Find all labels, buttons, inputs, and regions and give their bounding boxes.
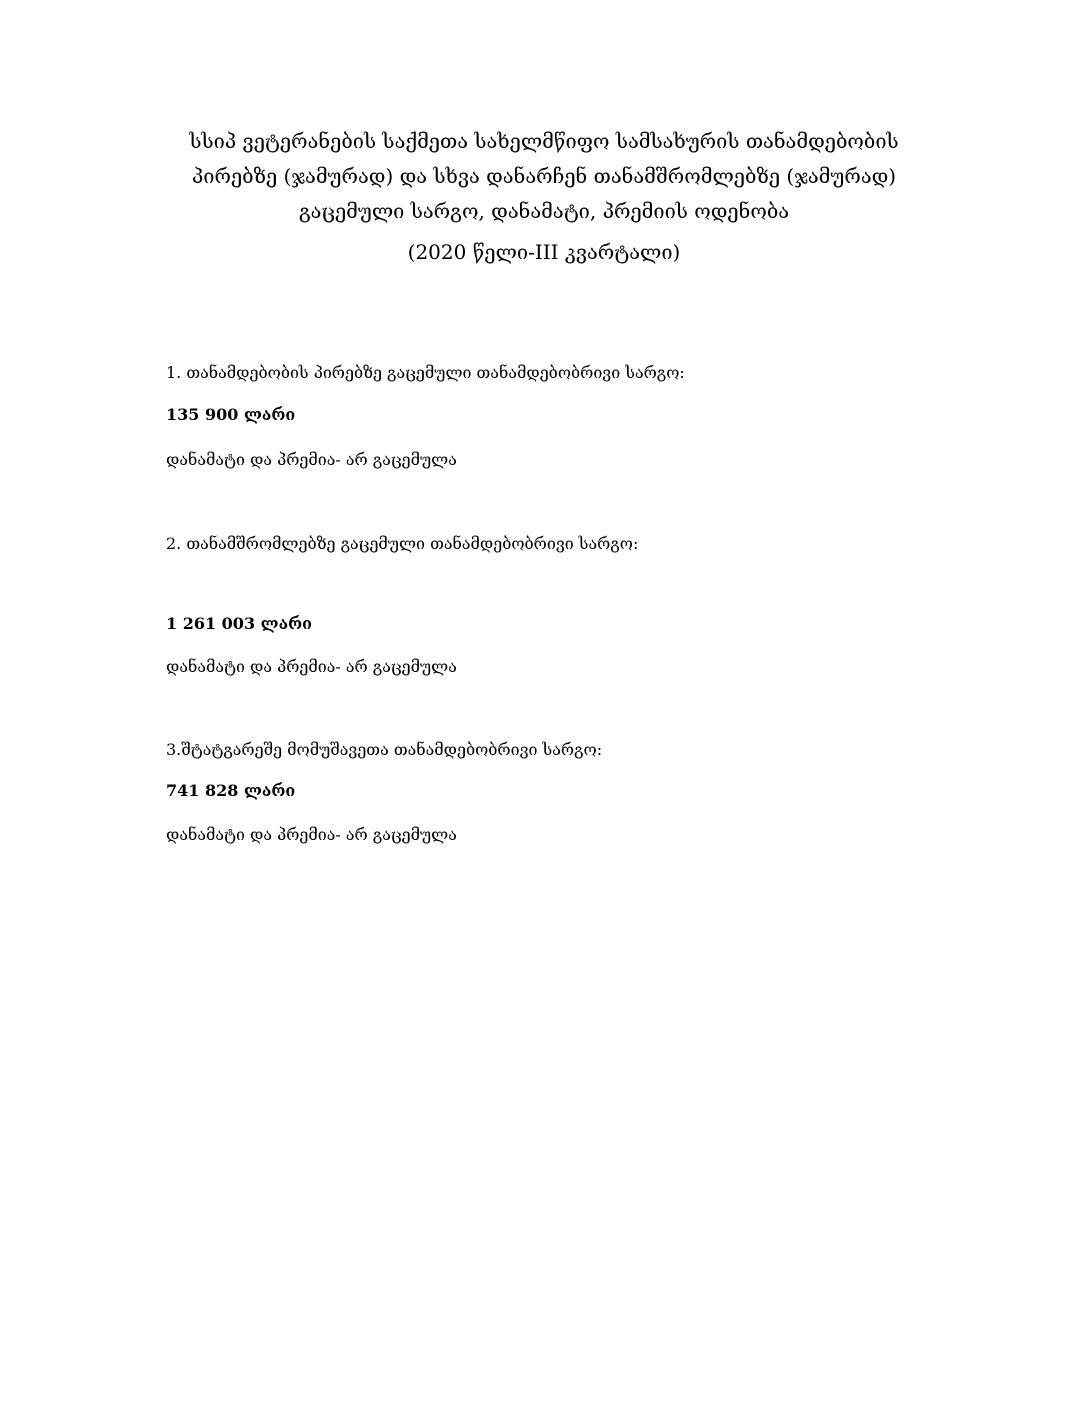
section-3-amount: 741 828 ლარი <box>166 781 296 800</box>
section-2-amount: 1 261 003 ლარი <box>166 614 312 633</box>
section-2-heading: 2. თანამშრომლებზე გაცემული თანამდებობრივი სარგო: <box>166 534 639 553</box>
title-line-1: სსიპ ვეტერანების საქმეთა სახელმწიფო სამსახურის თანამდებობის <box>189 129 899 153</box>
reporting-period: (2020 წელი-III კვარტალი) <box>407 240 681 264</box>
title-line-3: გაცემული სარგო, დანამატი, პრემიის ოდენობა <box>298 199 790 223</box>
section-3-heading: 3.შტატგარეშე მომუშავეთა თანამდებობრივი სარგო: <box>166 740 603 759</box>
section-2-note: დანამატი და პრემია- არ გაცემულა <box>166 657 457 676</box>
document-title <box>120 124 968 229</box>
section-1-heading: 1. თანამდებობის პირებზე გაცემული თანამდებობრივი სარგო: <box>166 363 685 382</box>
section-1-note: დანამატი და პრემია- არ გაცემულა <box>166 450 457 469</box>
title-line-2: პირებზე (ჯამურად) და სხვა დანარჩენ თანამშრომლებზე (ჯამურად) <box>191 164 897 188</box>
section-3-note: დანამატი და პრემია- არ გაცემულა <box>166 825 457 844</box>
section-1-amount: 135 900 ლარი <box>166 405 296 424</box>
